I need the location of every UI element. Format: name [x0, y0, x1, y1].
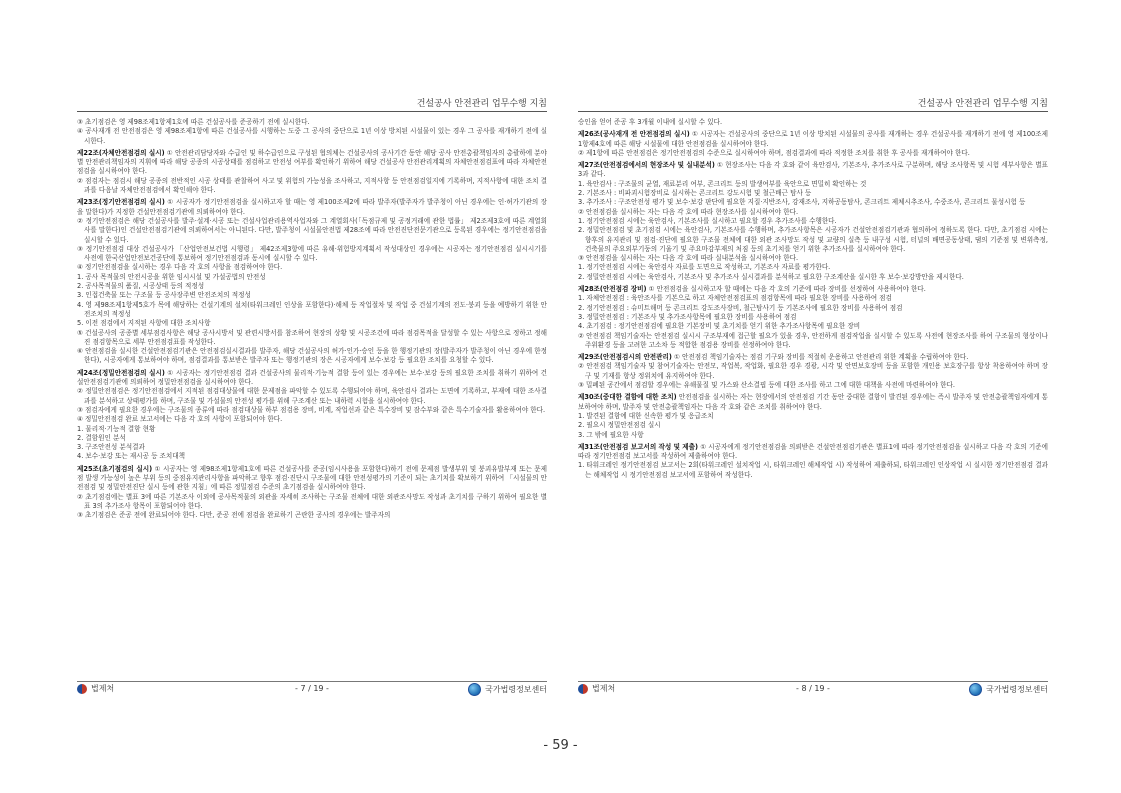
clause-paragraph: 승인을 얻어 준공 후 3개월 이내에 실시할 수 있다.	[578, 118, 723, 126]
article-paragraph	[578, 285, 1048, 294]
clause-paragraph: ③ 초기점검은 준공 전에 완료되어야 한다. 다만, 준공 전에 점검을 완료하기 곤란한 공사의 경우에는 발주자의	[77, 511, 391, 520]
law-center-logo	[468, 683, 547, 696]
clause-paragraph: ② 정기안전점검은 해당 건설공사를 발주·설계·시공 또는 건설사업관리용역사업자와 그 계열회사(「독점규제 및 공정거래에 관한 법률」 제2조제3호에 따른 계열회사를 말한다)인 건설안전점검기관에 의뢰하여서는 아니된다. 다만, 발주청이 시설물안전법 제28조에 따라 안전진단전문기관으로 등록된 경우에는 정기안전점검을 실시할 수 있다.	[77, 216, 547, 244]
clause-paragraph: 4. 영 제98조제1항제5호가 목에 해당하는 건설기계의 설치(타워크레인 인상을 포함한다)·해체 등 작업절차 및 작업 중 건설기계의 전도·붕괴 등을 예방하기 위한 안전조치의 적정성	[77, 300, 547, 318]
article-text: ① 시공자가 정기안전점검을 실시하고자 할 때는 영 제100조제2에 따라 발주자(발주자가 발주청이 아닌 경우에는 인·허가기관의 장을 말한다)가 지정한 건설안전점검기관에 의뢰하여야 한다.	[77, 198, 547, 216]
clause-paragraph: 2. 기본조사 : 비파괴시험장비로 실시하는 콘크리트 강도시험 및 철근배근 탐사 등	[578, 189, 812, 198]
article-title: 제28조(안전점검 장비)	[578, 285, 647, 294]
clause-paragraph: 4. 초기점검 : 정기안전점검에 필요한 기본장비 및 초기치를 얻기 위한 추가조사항목에 필요한 장비	[578, 322, 861, 331]
article-paragraph	[77, 465, 547, 493]
article-title: 제29조(안전점검시의 안전관리)	[578, 353, 672, 362]
page-footer	[77, 683, 547, 696]
article-title: 제22조(자체안전점검의 실시)	[77, 148, 165, 157]
law-center-logo	[969, 683, 1048, 696]
article-title: 제30조(중대한 결함에 대한 조치)	[578, 393, 677, 402]
clause-paragraph: 2. 정밀안전점검 시에는 육안검사, 기본조사 및 추가조사 실시결과를 분석하고 필요한 구조계산을 실시한 후 보수·보강방안을 제시한다.	[578, 272, 964, 281]
moleg-label: 법제처	[91, 684, 115, 693]
clause-paragraph: 3. 정밀안전점검 : 기본조사 및 추가조사항목에 필요한 장비를 사용하여 점검	[578, 312, 797, 321]
clause-paragraph: ⑥ 안전점검을 실시한 건설안전점검기관은 안전점검실시결과를 발주자, 해당 건설공사의 허가·인가·승인 등을 한 행정기관의 장(발주자가 발주청이 아닌 경우에 한정한다), 시공자에게 통보하여야 하며, 점검결과를 통보받은 발주자 또는 행정기관의 장은 시공자에게 보수·보강 등 필요한 조치를 요청할 수 있다.	[77, 347, 547, 365]
clause-paragraph: 1. 공사 목적물의 안전시공을 위한 임시시설 및 가설공법의 안전성	[77, 272, 266, 281]
clause-paragraph: ④ 정기안전점검을 실시하는 경우 다음 각 호의 사항을 점검하여야 한다.	[77, 263, 283, 272]
globe-icon	[969, 683, 982, 696]
clause-paragraph: 1. 육안검사 : 구조물의 균열, 재료분리 여부, 콘크리트 등의 발생여부를 육안으로 면밀히 확인하는 것	[578, 179, 867, 188]
article-paragraph	[77, 149, 547, 177]
article-text: ① 안전점검 책임기술자는 점검 기구와 장비를 적절히 운용하고 안전관리 위한 계획을 수립하여야 한다.	[671, 353, 969, 362]
right-page	[578, 96, 1048, 696]
clause-paragraph: 1. 정기안전점검 시에는 육안검사, 기본조사를 실시하고 필요할 경우 추가조사를 수행한다.	[578, 216, 837, 225]
article-text: ① 안전관리담당자와 수급인 및 하수급인으로 구성된 협의체는 건설공사의 공사기간 동안 해당 공사 안전총괄책임자의 총괄하에 분야별 안전관리책임자의 지휘에 따라 해당 공종의 시공상태를 점검하고 안전성 여부를 확인하기 위하여 해당 건설공사 안전관리계획의 자체안전점검표에 따라 자체안전점검을 실시하여야 한다.	[77, 148, 547, 176]
footer-rule	[77, 681, 547, 682]
clause-paragraph: ③ 밀폐된 공간에서 점검할 경우에는 유해물질 및 가스와 산소결핍 등에 대한 조사를 하고 그에 대한 대책을 사전에 마련하여야 한다.	[578, 381, 955, 390]
article-title: 제25조(초기점검의 실시)	[77, 464, 153, 473]
clause-paragraph: 4. 보수·보강 또는 재시공 등 조치대책	[77, 452, 186, 461]
article-paragraph	[77, 198, 547, 217]
clause-paragraph: 3. 구조안전성 분석결과	[77, 443, 145, 452]
page-number: - 7 / 19 -	[295, 684, 329, 693]
globe-icon	[468, 683, 481, 696]
clause-paragraph: 1. 정기안전점검 시에는 육안검사 자료를 도면으로 작성하고, 기본조사 자료를 평가한다.	[578, 263, 831, 272]
clause-paragraph: 1. 물리적·기능적 결함 현황	[77, 424, 156, 433]
clause-paragraph: 2. 정기안전점검 : 슈미트해머 등 콘크리트 강도조사장비, 철근탐사기 등 기본조사에 필요한 장비를 사용하여 점검	[578, 303, 903, 312]
article-paragraph	[77, 369, 547, 388]
article-text: ① 현장조사는 다음 각 호와 같이 육안검사, 기본조사, 추가조사로 구분하며, 해당 조사항목 및 시험 세부사항은 별표 3과 같다.	[578, 161, 1048, 179]
sheet-number: - 59 -	[543, 738, 578, 753]
clause-paragraph: ④ 공사재개 전 안전점검은 영 제98조제1항에 따른 건설공사를 시행하는 도중 그 공사의 중단으로 1년 이상 방치된 시설물이 있는 경우 그 공사를 재개하기 전에 실시한다.	[77, 127, 547, 145]
law-center-label: 국가법령정보센터	[485, 685, 547, 694]
article-paragraph	[578, 161, 1048, 180]
clause-paragraph: 3. 인접건축물 또는 구조물 등 공사장주변 안전조치의 적정성	[77, 291, 251, 300]
article-text: ① 시공자는 영 제98조제1항제1호에 따른 건설공사를 준공(임시사용을 포함한다)하기 전에 문제점 발생부위 및 붕괴유발부재 또는 문제점 발생 가능성이 높은 부위 등의 중점유지관리사항을 파악하고 향후 점검·진단시 구조물에 대한 안전성평가의 기준이 되는 초기치를 확보하기 위하여 「시설물의 안전점검 및 정밀안전진단 실시 등에 관한 지침」에 따른 정밀점검 수준의 초기점검을 실시하여야 한다.	[77, 464, 547, 492]
clause-paragraph: ② 안전점검을 실시하는 자는 다음 각 호에 따라 현장조사를 실시하여야 한다.	[578, 207, 799, 216]
article-text: ① 안전점검을 실시하고자 할 때에는 다음 각 호의 기준에 따라 장비를 선정하여 사용하여야 한다.	[646, 285, 926, 294]
clause-paragraph: 3. 추가조사 : 구조안전성 평가 및 보수·보강 판단에 필요한 지질·지반조사, 강재조사, 지하공동탐사, 콘크리트 제체시추조사, 수중조사, 콘크리트 물성시험 등	[578, 198, 1026, 207]
clause-paragraph: 2. 필요시 정밀안전점검 실시	[578, 421, 661, 430]
running-header: 건설공사 안전관리 업무수행 지침	[416, 99, 547, 109]
clause-paragraph: ③ 정기안전점검 대상 건설공사가 「산업안전보건법 시행령」 제42조제3항에 따른 유해·위험방지계획서 작성대상인 경우에는 시공자는 정기안전점검 실시시기를 사전에 한국산업안전보건공단에 통보하여 정기안전점검과 동시에 실시할 수 있다.	[77, 244, 547, 263]
clause-paragraph: 1. 발견된 결함에 대한 신속한 평가 및 응급조치	[578, 411, 714, 420]
clause-paragraph: 3. 그 밖에 필요한 사항	[578, 430, 644, 439]
header-rule	[77, 111, 547, 112]
moleg-label: 법제처	[592, 684, 616, 693]
article-title: 제31조(안전점검 보고서의 작성 및 제출)	[578, 442, 699, 451]
clause-paragraph: ② 안전점검 책임기술자 및 참여기술자는 안전모, 작업복, 작업화, 필요한 경우 경광, 시각 및 안면보호장비 등을 포함한 개인용 보호장구를 항상 착용하여야 하며 장구 및 기재를 항상 정위치에 유지하여야 한다.	[578, 362, 1048, 380]
clause-paragraph: 2. 결함원인 분석	[77, 433, 126, 442]
clause-paragraph: 2. 정밀안전점검 및 초기점검 시에는 육안검사, 기본조사를 수행하며, 추가조사항목은 시공자가 건설안전점검기관과 협의하여 정하도록 한다. 다만, 초기점검 시에는 향후의 유지관리 및 점검·진단에 필요한 구조물 전체에 대한 외관 조사망도 작성 및 교량의 실측 등 내구성 시험, 터널의 배면공동상태, 댐의 기준점 및 변위측정, 건축물의 주요외부기둥의 기울기 및 주요마감부재의 처짐 등의 초기치를 얻기 위한 추가조사를 실시하여야 한다.	[578, 226, 1048, 253]
article-title: 제26조(공사재개 전 안전점검의 실시)	[578, 130, 690, 139]
left-page-body	[77, 118, 547, 676]
article-paragraph	[578, 443, 1048, 462]
article-text: ① 시공자는 정기안전점검 결과 건설공사의 물리적·기능적 결함 등이 있는 경우에는 보수·보강 등의 필요한 조치를 취하기 위하여 건설안전점검기관에 의뢰하여 정밀안전점검을 실시하여야 한다.	[77, 368, 547, 387]
clause-paragraph: ③ 안전점검을 실시하는 자는 다음 각 호에 따라 실내분석을 실시하여야 한다.	[578, 254, 799, 263]
footer-rule	[578, 681, 1048, 682]
clause-paragraph: 1. 타워크레인 정기안전점검 보고서는 2회(타워크레인 설치작업 시, 타워크레인 해체작업 시) 작성하여 제출하되, 타워크레인 인상작업 시 실시한 정기안전점검 결과는 해체작업 시 정기안전점검 보고서에 포함하여 작성한다.	[578, 461, 1048, 479]
law-center-label: 국가법령정보센터	[986, 685, 1048, 694]
article-text: ① 시공자에게 정기안전점검을 의뢰받은 건설안전점검기관은 별표1에 따라 정기안전점검을 실시하고 다음 각 호의 기준에 따라 정기안전점검 보고서를 작성하여 제출하여야 한다.	[578, 442, 1048, 461]
running-header: 건설공사 안전관리 업무수행 지침	[917, 99, 1048, 109]
clause-paragraph: ② 안전점검 책임기술자는 안전점검 실시시 구조부재에 접근할 필요가 있을 경우, 안전하게 점검작업을 실시할 수 있도록 사전에 현장조사를 하여 구조물의 형상이나 주위환경 등을 고려한 고소차 등 적합한 점검용 장비를 선정하여야 한다.	[578, 331, 1048, 349]
article-title: 제24조(정밀안전점검의 실시)	[77, 368, 165, 377]
clause-paragraph: 2. 공사목적물의 품질, 시공상태 등의 적정성	[77, 282, 205, 291]
clause-paragraph: 5. 이전 점검에서 지적된 사항에 대한 조치사항	[77, 319, 211, 328]
article-paragraph	[578, 393, 1048, 412]
clause-paragraph: 1. 자체안전점검 : 육안조사를 기본으로 하고 자체안전점검표의 점검항목에 따라 필요한 장비를 사용하여 점검	[578, 294, 892, 303]
clause-paragraph: ③ 점검자에게 필요한 경우에는 구조물의 종류에 따라 점검대상물 하부 점검용 장비, 비계, 작업선과 같은 특수장비 및 잠수부와 같은 특수기술자를 활용하여야 한다.	[77, 405, 546, 414]
clause-paragraph: ③ 초기점검은 영 제98조제1항제1호에 따른 건설공사를 준공하기 전에 실시한다.	[77, 118, 310, 126]
clause-paragraph: ② 제1항에 따른 안전점검은 정기안전점검의 수준으로 실시하여야 하며, 점검결과에 따라 적정한 조치를 취한 후 공사를 재개하여야 한다.	[578, 148, 970, 157]
page-number: - 8 / 19 -	[796, 684, 830, 693]
article-title: 제27조(안전점검에서의 현장조사 및 실내분석)	[578, 161, 715, 170]
left-page	[77, 96, 547, 696]
clause-paragraph: ② 점검자는 점검시 해당 공종의 전반적인 시공 상태를 관찰하여 사고 및 위험의 가능성을 조사하고, 지적사항 등 안전점검일지에 기록하며, 지적사항에 대한 조치 결과를 다음날 자체안전점검에서 확인해야 한다.	[77, 176, 547, 195]
article-text: 안전점검을 실시하는 자는 현장에서의 안전점검 기간 동안 중대한 결함이 발견된 경우에는 즉시 발주자 및 안전총괄책임자에게 통보하여야 하며, 발주자 및 안전총괄책임자는 다음 각 호와 같은 조치를 취하여야 한다.	[578, 393, 1048, 411]
article-paragraph	[578, 130, 1048, 149]
article-text: ① 시공자는 건설공사의 중단으로 1년 이상 방치된 시설물의 공사를 재개하는 경우 건설공사를 재개하기 전에 영 제100조제1항제4호에 따른 해당 시설물에 대한 안전점검을 실시하여야 한다.	[578, 130, 1048, 148]
clause-paragraph: ② 정밀안전점검은 정기안전점검에서 지적된 점검대상물에 대한 문제점을 파악할 수 있도록 수행되어야 하며, 육안검사 결과는 도면에 기록하고, 부재에 대한 조사결과를 분석하고 상태평가를 하며, 구조물 및 가설물의 안전성 평가를 위해 구조계산 또는 내하력 시험을 실시하여야 한다.	[77, 387, 547, 405]
right-page-body	[578, 118, 1048, 676]
article-title: 제23조(정기안전점검의 실시)	[77, 198, 165, 207]
clause-paragraph: ② 초기점검에는 별표 3에 따른 기본조사 이외에 공사목적물의 외관을 자세히 조사하는 구조물 전체에 대한 외관조사망도 작성과 초기치를 구하기 위하여 필요한 별표 3의 추가조사 항목이 포함되어야 한다.	[77, 492, 547, 510]
page-footer	[578, 683, 1048, 696]
header-rule	[578, 111, 1048, 112]
clause-paragraph: ④ 정밀안전점검 완료 보고서에는 다음 각 호의 사항이 포함되어야 한다.	[77, 415, 283, 424]
clause-paragraph: ⑤ 건설공사의 공종별 세부점검사항은 해당 공사시방서 및 관련시방서를 참조하여 현장의 상황 및 시공조건에 따라 점검목적을 달성할 수 있는 사항으로 정하고 정해진 점검항목으로 세부 안전점검표를 작성한다.	[77, 328, 547, 346]
